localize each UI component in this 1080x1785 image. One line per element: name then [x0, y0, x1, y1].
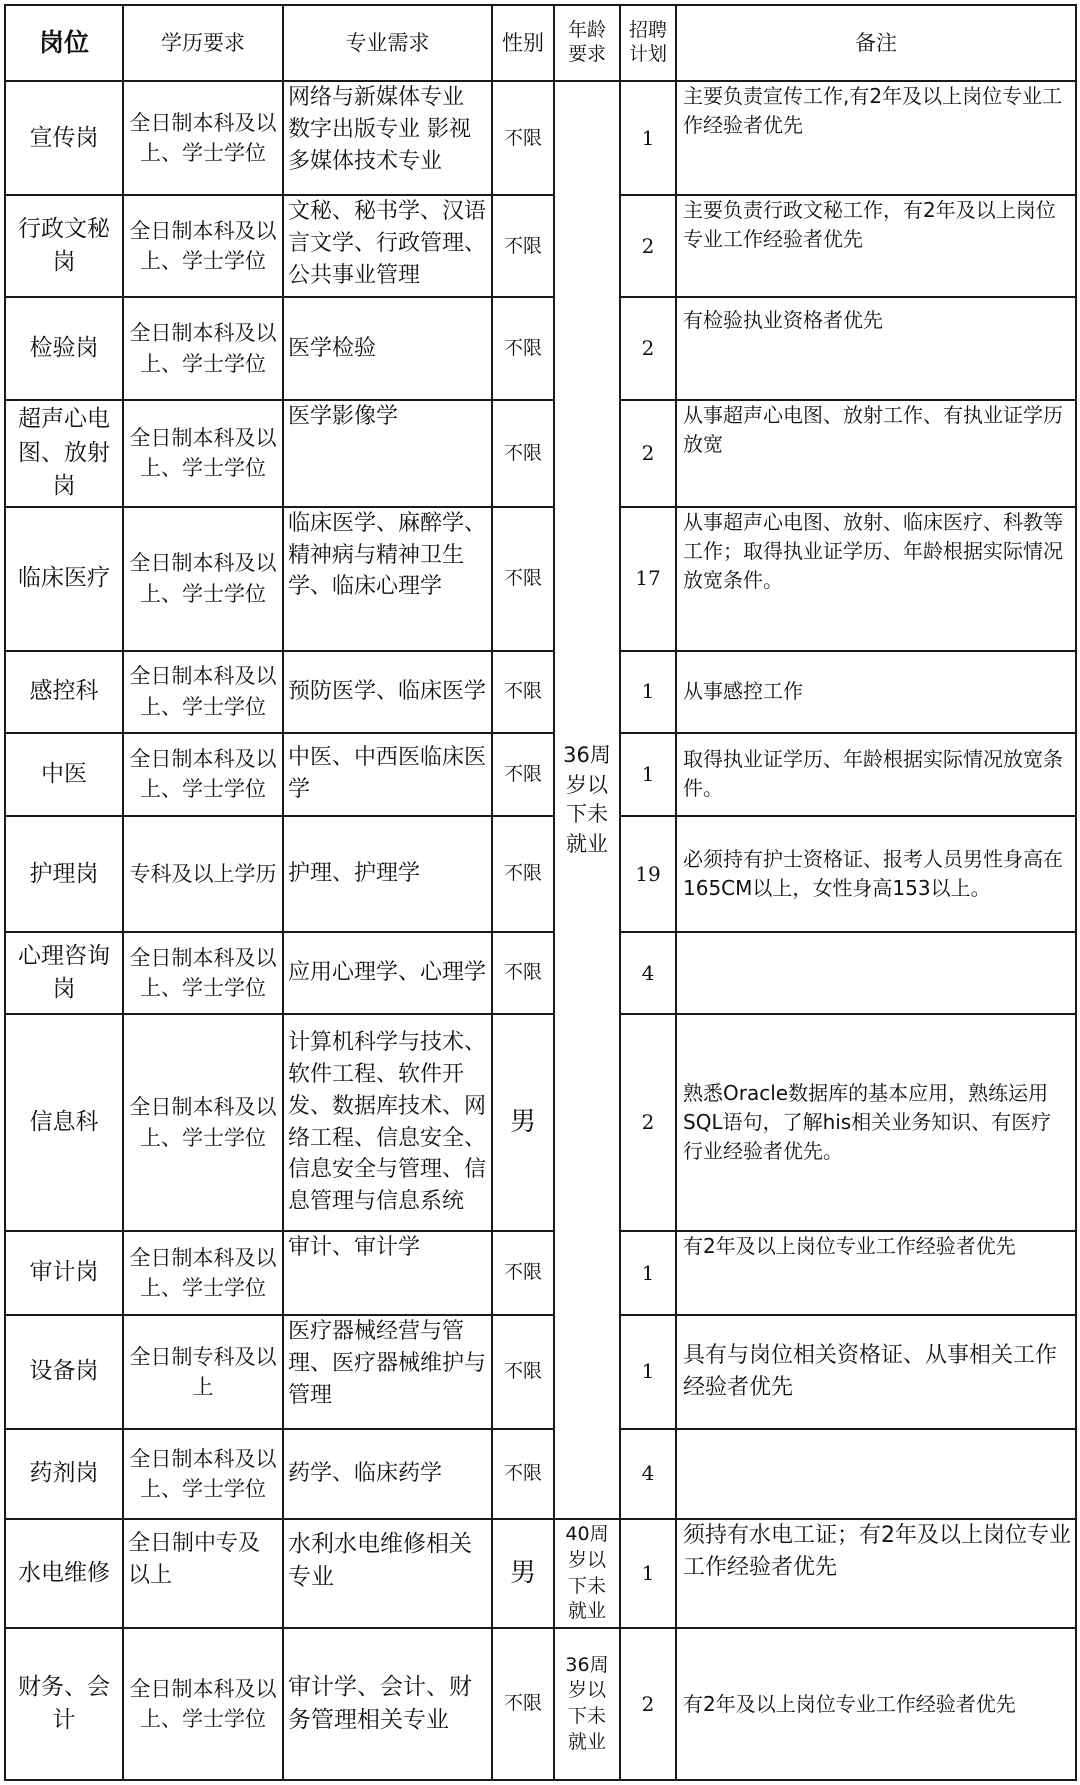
cell-plan: 1	[620, 1519, 676, 1628]
cell-plan: 2	[620, 1628, 676, 1780]
table-row	[5, 400, 1076, 507]
cell-remark: 从事超声心电图、放射工作、有执业证学历放宽	[676, 400, 1076, 507]
cell-plan: 4	[620, 932, 676, 1014]
cell-major: 中医、中西医临床医学	[283, 733, 492, 817]
cell-post: 财务、会计	[5, 1628, 123, 1780]
cell-gender: 不限	[492, 297, 554, 399]
cell-plan: 2	[620, 297, 676, 399]
table-row	[5, 1014, 1076, 1232]
cell-age-shared: 36周岁以下未就业	[554, 81, 620, 1519]
cell-major: 应用心理学、心理学	[283, 932, 492, 1014]
cell-gender: 不限	[492, 733, 554, 817]
cell-major: 预防医学、临床医学	[283, 651, 492, 733]
cell-post: 心理咨询岗	[5, 932, 123, 1014]
cell-post: 信息科	[5, 1014, 123, 1232]
cell-remark: 有2年及以上岗位专业工作经验者优先	[676, 1628, 1076, 1780]
cell-gender: 男	[492, 1014, 554, 1232]
cell-major: 水利水电维修相关专业	[283, 1519, 492, 1628]
cell-post: 审计岗	[5, 1231, 123, 1315]
cell-post: 检验岗	[5, 297, 123, 399]
cell-major: 药学、临床药学	[283, 1429, 492, 1519]
cell-plan: 1	[620, 651, 676, 733]
cell-major: 护理、护理学	[283, 816, 492, 932]
cell-education: 全日制本科及以上、学士学位	[123, 733, 283, 817]
cell-remark: 取得执业证学历、年龄根据实际情况放宽条件。	[676, 733, 1076, 817]
cell-plan: 2	[620, 195, 676, 297]
cell-education: 全日制本科及以上、学士学位	[123, 195, 283, 297]
cell-plan: 17	[620, 507, 676, 651]
header-post: 岗位	[5, 5, 123, 81]
cell-gender: 不限	[492, 651, 554, 733]
cell-post: 药剂岗	[5, 1429, 123, 1519]
cell-major: 计算机科学与技术、软件工程、软件开发、数据库技术、网络工程、信息安全、信息安全与管理、信息管理与信息系统	[283, 1014, 492, 1232]
cell-post: 中医	[5, 733, 123, 817]
cell-remark: 具有与岗位相关资格证、从事相关工作经验者优先	[676, 1315, 1076, 1429]
cell-gender: 不限	[492, 932, 554, 1014]
table-row	[5, 733, 1076, 817]
cell-major: 医学影像学	[283, 400, 492, 507]
cell-post: 超声心电图、放射岗	[5, 400, 123, 507]
cell-remark: 熟悉Oracle数据库的基本应用，熟练运用SQL语句，了解his相关业务知识、有医疗行业经验者优先。	[676, 1014, 1076, 1232]
cell-plan: 1	[620, 733, 676, 817]
cell-education: 全日制中专及以上	[123, 1519, 283, 1628]
header-gender: 性别	[492, 5, 554, 81]
table-row	[5, 195, 1076, 297]
table-row	[5, 932, 1076, 1014]
header-education: 学历要求	[123, 5, 283, 81]
cell-gender: 不限	[492, 1231, 554, 1315]
cell-age: 36周岁以下未就业	[554, 1628, 620, 1780]
table-row	[5, 1315, 1076, 1429]
cell-post: 护理岗	[5, 816, 123, 932]
cell-plan: 2	[620, 1014, 676, 1232]
cell-education: 专科及以上学历	[123, 816, 283, 932]
recruitment-table	[4, 4, 1077, 1781]
cell-education: 全日制本科及以上、学士学位	[123, 81, 283, 195]
header-age: 年龄要求	[554, 5, 620, 81]
cell-post: 行政文秘岗	[5, 195, 123, 297]
cell-gender: 不限	[492, 1315, 554, 1429]
cell-post: 临床医疗	[5, 507, 123, 651]
cell-remark: 有2年及以上岗位专业工作经验者优先	[676, 1231, 1076, 1315]
cell-gender: 不限	[492, 195, 554, 297]
cell-post: 水电维修	[5, 1519, 123, 1628]
header-major: 专业需求	[283, 5, 492, 81]
cell-gender: 不限	[492, 1429, 554, 1519]
header-remark: 备注	[676, 5, 1076, 81]
table-row	[5, 1519, 1076, 1628]
cell-plan: 19	[620, 816, 676, 932]
cell-remark	[676, 1429, 1076, 1519]
cell-education: 全日制本科及以上、学士学位	[123, 507, 283, 651]
table-row	[5, 1231, 1076, 1315]
table-row	[5, 816, 1076, 932]
cell-remark: 主要负责行政文秘工作，有2年及以上岗位专业工作经验者优先	[676, 195, 1076, 297]
cell-education: 全日制专科及以上	[123, 1315, 283, 1429]
table-row	[5, 651, 1076, 733]
cell-age: 40周岁以下未就业	[554, 1519, 620, 1628]
cell-education: 全日制本科及以上、学士学位	[123, 1014, 283, 1232]
cell-remark: 从事感控工作	[676, 651, 1076, 733]
cell-plan: 4	[620, 1429, 676, 1519]
cell-education: 全日制本科及以上、学士学位	[123, 297, 283, 399]
cell-major: 临床医学、麻醉学、精神病与精神卫生学、临床心理学	[283, 507, 492, 651]
cell-plan: 1	[620, 1315, 676, 1429]
header-row	[5, 5, 1076, 81]
cell-remark: 必须持有护士资格证、报考人员男性身高在165CM以上，女性身高153以上。	[676, 816, 1076, 932]
cell-gender: 不限	[492, 507, 554, 651]
cell-major: 文秘、秘书学、汉语言文学、行政管理、公共事业管理	[283, 195, 492, 297]
table-row	[5, 81, 1076, 195]
table-row	[5, 507, 1076, 651]
cell-post: 感控科	[5, 651, 123, 733]
cell-remark: 须持有水电工证；有2年及以上岗位专业工作经验者优先	[676, 1519, 1076, 1628]
cell-education: 全日制本科及以上、学士学位	[123, 1429, 283, 1519]
cell-post: 宣传岗	[5, 81, 123, 195]
cell-education: 全日制本科及以上、学士学位	[123, 400, 283, 507]
cell-post: 设备岗	[5, 1315, 123, 1429]
cell-major: 审计学、会计、财务管理相关专业	[283, 1628, 492, 1780]
cell-education: 全日制本科及以上、学士学位	[123, 932, 283, 1014]
cell-remark	[676, 932, 1076, 1014]
cell-education: 全日制本科及以上、学士学位	[123, 1628, 283, 1780]
header-plan: 招聘计划	[620, 5, 676, 81]
cell-plan: 1	[620, 1231, 676, 1315]
cell-gender: 不限	[492, 816, 554, 932]
cell-gender: 不限	[492, 81, 554, 195]
cell-gender: 不限	[492, 1628, 554, 1780]
table-row	[5, 1429, 1076, 1519]
cell-major: 医学检验	[283, 297, 492, 399]
cell-education: 全日制本科及以上、学士学位	[123, 1231, 283, 1315]
cell-remark: 有检验执业资格者优先	[676, 297, 1076, 399]
cell-gender: 男	[492, 1519, 554, 1628]
cell-education: 全日制本科及以上、学士学位	[123, 651, 283, 733]
cell-remark: 主要负责宣传工作,有2年及以上岗位专业工作经验者优先	[676, 81, 1076, 195]
table-row	[5, 1628, 1076, 1780]
table-row	[5, 297, 1076, 399]
cell-major: 审计、审计学	[283, 1231, 492, 1315]
cell-gender: 不限	[492, 400, 554, 507]
cell-plan: 1	[620, 81, 676, 195]
cell-major: 医疗器械经营与管理、医疗器械维护与管理	[283, 1315, 492, 1429]
cell-remark: 从事超声心电图、放射、临床医疗、科教等工作；取得执业证学历、年龄根据实际情况放宽条件。	[676, 507, 1076, 651]
cell-major: 网络与新媒体专业 数字出版专业 影视多媒体技术专业	[283, 81, 492, 195]
cell-plan: 2	[620, 400, 676, 507]
